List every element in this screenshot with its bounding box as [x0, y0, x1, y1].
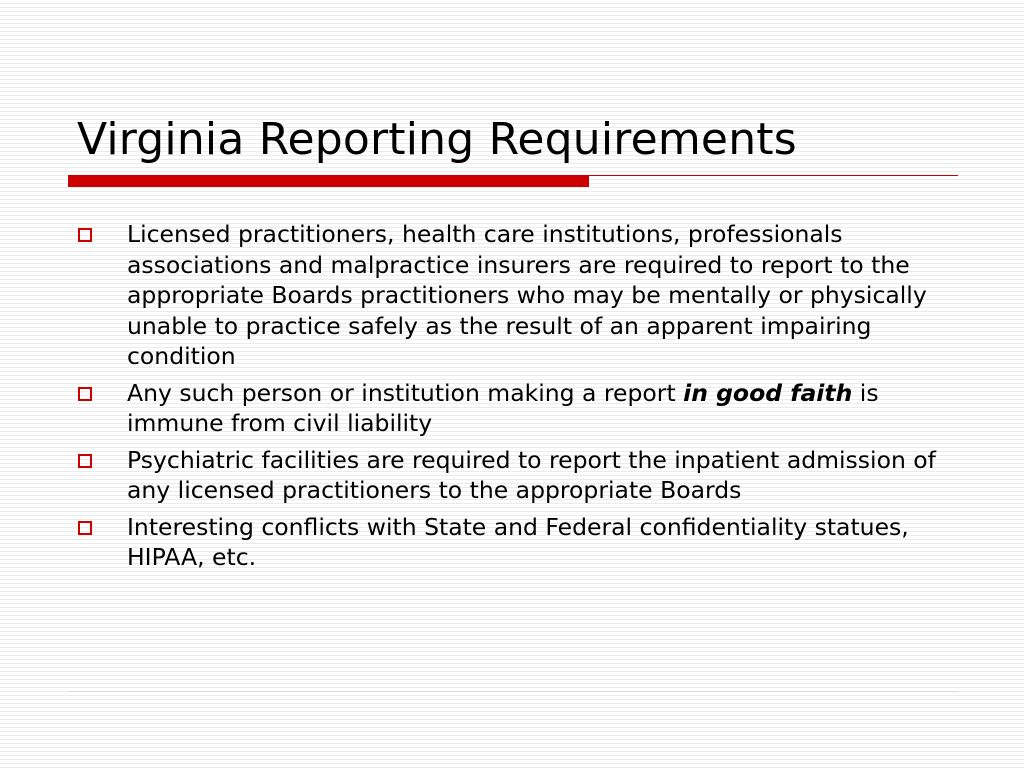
bullet-text-after: is immune from civil liability	[127, 378, 879, 437]
bullet-item-reporting-duty	[78, 219, 978, 372]
bullet-list	[78, 219, 978, 579]
bullet-text-before: Any such person or institution making a report	[127, 378, 684, 407]
hollow-square-bullet-icon	[78, 454, 92, 468]
hollow-square-bullet-icon	[78, 521, 92, 535]
bullet-item-good-faith-immunity	[78, 378, 978, 439]
slide-title: Virginia Reporting Requirements	[77, 114, 797, 165]
bullet-text: Licensed practitioners, health care institutions, professionals associations and malpractice insurers are required to report to the appropriate Boards practitioners who may be mentally or physically unable to practice safely as the result of an apparent impairing condition	[127, 220, 927, 370]
bullet-text	[127, 378, 978, 439]
bullet-item-psychiatric-facilities	[78, 445, 978, 506]
footer-divider	[68, 691, 958, 692]
title-underline-thick	[68, 175, 589, 187]
title-underline	[68, 174, 958, 190]
bullet-text: Psychiatric facilities are required to report the inpatient admission of any licensed practitioners to the appropriate Boards	[127, 445, 936, 504]
title-underline-thin	[589, 175, 958, 176]
hollow-square-bullet-icon	[78, 387, 92, 401]
hollow-square-bullet-icon	[78, 228, 92, 242]
bullet-text-emphasis: in good faith	[683, 378, 853, 407]
bullet-text: Interesting conflicts with State and Federal confidentiality statues, HIPAA, etc.	[127, 512, 909, 571]
bullet-item-confidentiality-conflicts	[78, 512, 978, 573]
